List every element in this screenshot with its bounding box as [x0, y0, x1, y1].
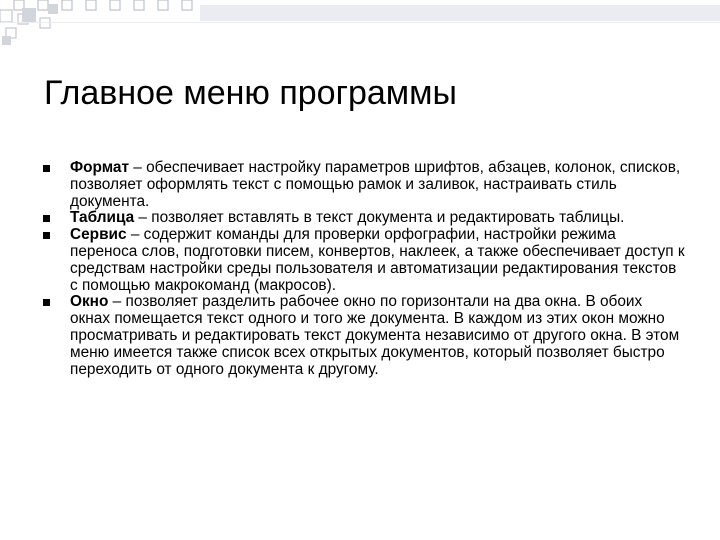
menu-description: – позволяет вставлять в текст документа и редактировать таблицы. [134, 209, 625, 227]
list-item-window [40, 294, 685, 378]
square-bullet-icon [43, 232, 50, 239]
menu-term: Сервис [70, 226, 127, 244]
list-item-table [40, 210, 685, 227]
menu-description: – содержит команды для проверки орфографии, настройки режима переноса слов, подготовки писем, конвертов, наклеек, а также обеспечивает доступ к средствам настройки среды пользователя и автоматизации редактирования текстов с помощью макрокоманд (макросов). [70, 226, 685, 294]
square-bullet-icon [43, 165, 50, 172]
menu-term: Окно [70, 293, 109, 311]
menu-term: Таблица [70, 209, 135, 227]
square-bullet-icon [43, 299, 50, 306]
square-bullet-icon [43, 215, 50, 222]
menu-description: – позволяет разделить рабочее окно по горизонтали на два окна. В обоих окнах помещается текст одного и того же документа. В каждом из этих окон можно просматривать и редактировать текст документа независимо от другого окна. В этом меню имеется также список всех открытых документов, который позволяет быстро переходить от одного документа к другому. [70, 293, 680, 378]
decorative-squares-header [0, 0, 720, 50]
menu-term: Формат [70, 159, 130, 176]
menu-description: – обеспечивает настройку параметров шрифтов, абзацев, колонок, списков, позволяет оформлять текст с помощью рамок и заливок, настраивать стиль документа. [70, 159, 681, 210]
list-item-format [40, 160, 685, 210]
bullet-list [40, 160, 685, 378]
list-item-service [40, 227, 685, 294]
slide-title: Главное меню программы [44, 74, 457, 112]
